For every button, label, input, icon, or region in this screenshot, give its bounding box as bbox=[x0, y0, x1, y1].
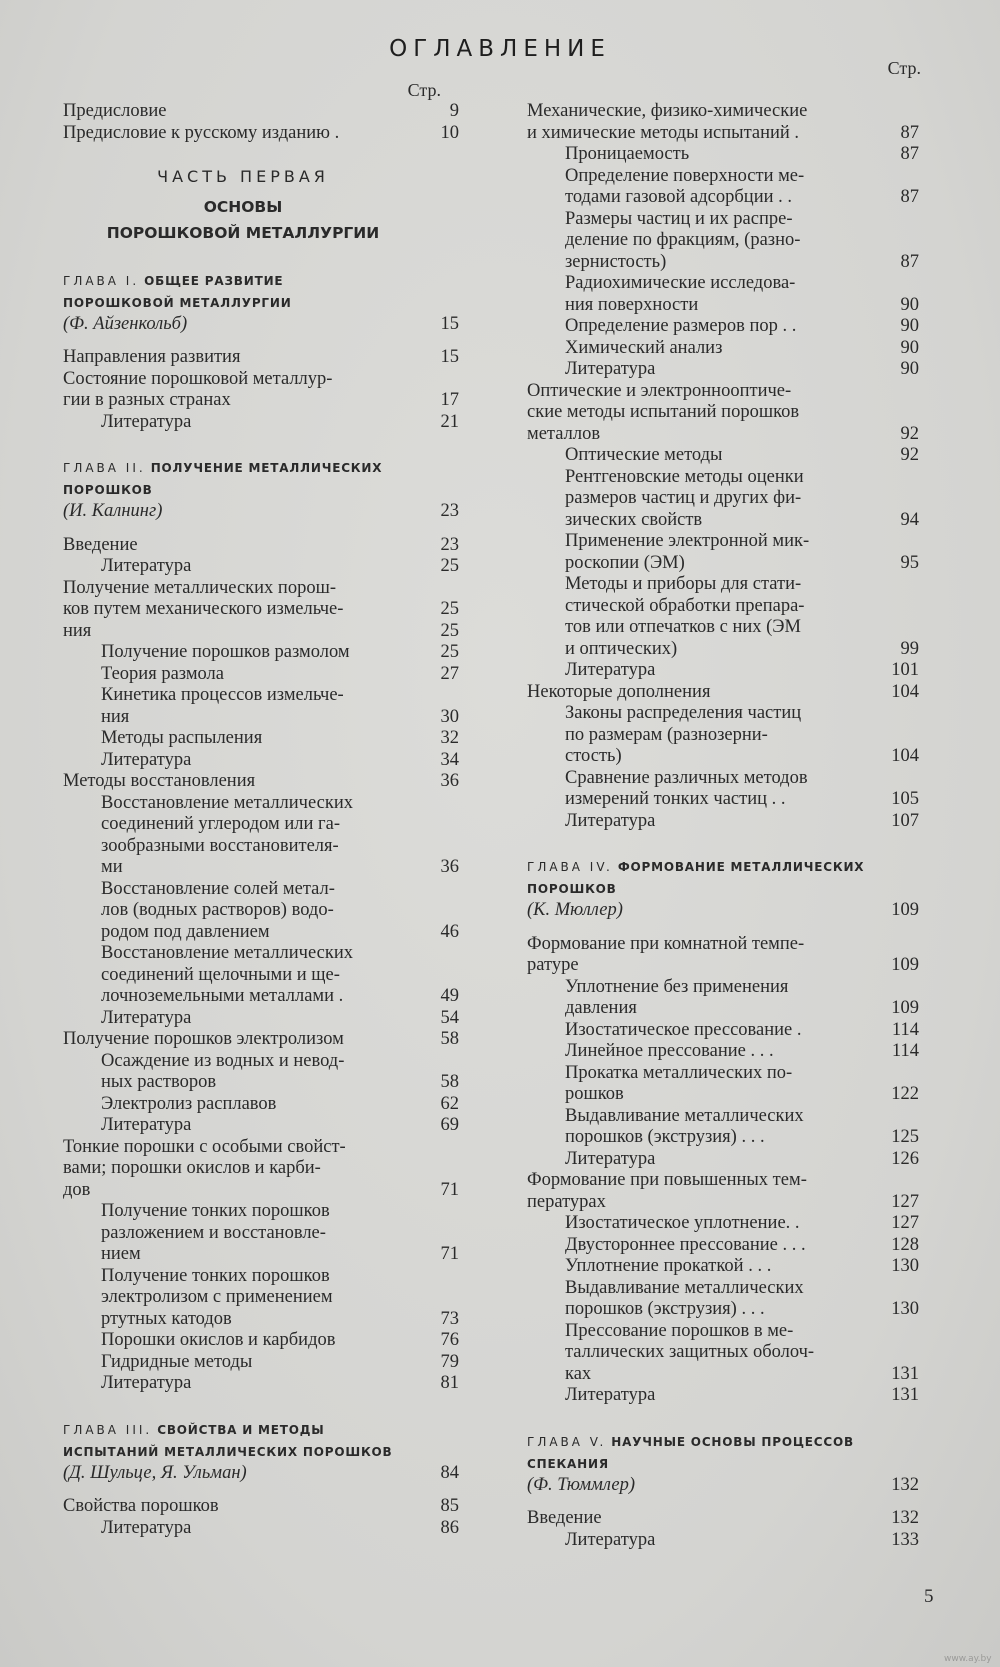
front-matter-list bbox=[63, 101, 463, 144]
toc-entry bbox=[63, 535, 463, 557]
chapter-heading bbox=[63, 1419, 463, 1463]
toc-entry bbox=[63, 101, 463, 123]
toc-entry bbox=[527, 467, 927, 532]
toc-entry bbox=[527, 660, 927, 682]
toc-entry-title: Литература bbox=[101, 1517, 192, 1538]
toc-entry-page: 92 bbox=[900, 445, 919, 465]
toc-entry bbox=[527, 1278, 927, 1321]
page-title: ОГЛАВЛЕНИЕ bbox=[389, 36, 611, 62]
toc-entry-title: Выдавливание металлических порошков (экструзия) . . . bbox=[565, 1105, 804, 1147]
toc-entry bbox=[63, 1029, 463, 1051]
page-column-header: Стр. bbox=[407, 80, 441, 100]
toc-entry bbox=[63, 1094, 463, 1116]
toc-entry-title: Методы и приборы для стати- стической обработки препара- тов или отпечатков с них (ЭМ и оптических) bbox=[565, 574, 805, 659]
toc-entry bbox=[527, 1508, 927, 1530]
toc-entry-title: Литература bbox=[101, 1007, 192, 1028]
toc-entry-title: Осаждение из водных и невод- ных растворов bbox=[101, 1050, 345, 1092]
toc-entry-title: Введение bbox=[63, 534, 138, 555]
toc-entry-page: 79 bbox=[440, 1351, 459, 1372]
toc-entry-title: Прокатка металлических по- рошков bbox=[565, 1062, 793, 1104]
toc-entry-page: 36 bbox=[440, 771, 459, 791]
toc-entry bbox=[527, 1020, 927, 1042]
chapter-label: ГЛАВА III. bbox=[63, 1422, 153, 1437]
toc-entry-page: 114 bbox=[891, 1041, 919, 1061]
toc-entry bbox=[63, 1051, 463, 1094]
toc-entry-page: 105 bbox=[891, 789, 919, 809]
toc-entry-page: 25 bbox=[440, 642, 459, 662]
toc-entry-page: 128 bbox=[891, 1234, 919, 1255]
toc-entry bbox=[527, 1213, 927, 1235]
toc-entry bbox=[63, 1496, 463, 1518]
chapter-author: (Ф. Айзенкольб) bbox=[63, 313, 188, 334]
toc-entry bbox=[527, 273, 927, 316]
chapter-page: 84 bbox=[440, 1462, 459, 1483]
chapter-author-row bbox=[63, 1463, 463, 1485]
toc-entry-title: Литература bbox=[101, 556, 192, 576]
toc-entry-page: 125 bbox=[891, 1127, 919, 1147]
toc-entry bbox=[527, 1235, 927, 1257]
toc-entry bbox=[63, 728, 463, 750]
toc-entry bbox=[527, 1063, 927, 1106]
toc-entry bbox=[63, 750, 463, 772]
toc-entry-page: 101 bbox=[891, 660, 919, 680]
toc-entry-title: Литература bbox=[565, 1385, 656, 1405]
toc-entry-page: 87 bbox=[900, 187, 919, 207]
toc-entry-title: Двустороннее прессование . . . bbox=[565, 1234, 806, 1255]
toc-entry bbox=[63, 123, 463, 145]
toc-entry-title: Проницаемость bbox=[565, 144, 690, 164]
chapter-page: 109 bbox=[891, 900, 919, 920]
toc-entry-title: Уплотнение без применения давления bbox=[565, 976, 789, 1018]
toc-entry-page: 36 bbox=[440, 857, 459, 877]
toc-entry-title: Литература bbox=[565, 1148, 656, 1169]
chapter-5 bbox=[527, 1431, 927, 1552]
toc-entry-title: Выдавливание металлических порошков (экструзия) . . . bbox=[565, 1277, 804, 1319]
toc-entry-page: 9 bbox=[449, 101, 459, 121]
toc-entry-page: 71 bbox=[440, 1179, 459, 1200]
toc-entry-page: 86 bbox=[440, 1517, 459, 1538]
toc-entry-page: 87 bbox=[900, 251, 919, 272]
toc-entry bbox=[63, 771, 463, 793]
toc-entry bbox=[527, 166, 927, 209]
chapter-author-row bbox=[527, 1475, 927, 1497]
toc-entry-page: 73 bbox=[440, 1308, 459, 1329]
toc-entry-page: 114 bbox=[891, 1019, 919, 1040]
chapter-page: 15 bbox=[440, 313, 459, 334]
toc-left-column bbox=[63, 80, 463, 1539]
part-title: ОСНОВЫ ПОРОШКОВОЙ МЕТАЛЛУРГИИ bbox=[106, 197, 380, 242]
chapter-title: ПОЛУЧЕНИЕ МЕТАЛЛИЧЕСКИХ ПОРОШКОВ bbox=[63, 461, 383, 497]
toc-entry-title: Литература bbox=[101, 411, 192, 432]
toc-entry bbox=[527, 768, 927, 811]
toc-entry bbox=[527, 359, 927, 381]
toc-entry-page: 131 bbox=[891, 1385, 919, 1405]
chapter-2 bbox=[63, 457, 463, 1395]
toc-entry-page: 92 bbox=[900, 423, 919, 444]
toc-entry-page: 58 bbox=[440, 1029, 459, 1049]
toc-entry-page: 23 bbox=[440, 534, 459, 555]
toc-entry-title: Предисловие bbox=[63, 101, 167, 121]
toc-entry bbox=[527, 101, 927, 144]
chapter-label: ГЛАВА IV. bbox=[527, 860, 613, 874]
chapter-title: ФОРМОВАНИЕ МЕТАЛЛИЧЕСКИХ ПОРОШКОВ bbox=[527, 860, 865, 896]
toc-entry-page: 132 bbox=[891, 1508, 919, 1528]
toc-entry bbox=[63, 1373, 463, 1395]
toc-entry-title: Восстановление металлических соединений углеродом или га- зообразными восстановителя- ми bbox=[101, 792, 354, 877]
toc-entry-page: 127 bbox=[891, 1213, 919, 1233]
toc-entry-page: 54 bbox=[440, 1007, 459, 1028]
toc-entry-title: Размеры частиц и их распре- деление по фракциям, (разно- зернистость) bbox=[565, 208, 801, 272]
toc-entry-page: 32 bbox=[440, 728, 459, 748]
chapter-heading bbox=[63, 270, 463, 314]
chapter-page: 132 bbox=[891, 1474, 919, 1495]
toc-entry-page: 90 bbox=[900, 359, 919, 379]
toc-entry-title: Уплотнение прокаткой . . . bbox=[565, 1256, 772, 1276]
toc-entry-title: Некоторые дополнения bbox=[527, 681, 711, 702]
toc-entry-page: 94 bbox=[900, 509, 919, 530]
toc-entry-title: Литература bbox=[101, 1115, 192, 1135]
toc-entry bbox=[527, 445, 927, 467]
toc-entry bbox=[63, 1330, 463, 1352]
toc-entry bbox=[63, 556, 463, 578]
chapter-heading bbox=[63, 457, 463, 501]
toc-entry-page: 58 bbox=[440, 1072, 459, 1092]
chapter-4 bbox=[527, 856, 927, 1407]
toc-entry bbox=[527, 316, 927, 338]
toc-entry bbox=[527, 1321, 927, 1386]
toc-entry-page: 85 bbox=[440, 1496, 459, 1516]
chapter-page: 23 bbox=[440, 501, 459, 521]
toc-entry bbox=[527, 574, 927, 660]
toc-entry-page: 30 bbox=[440, 706, 459, 727]
toc-entry-title: Литература bbox=[565, 660, 656, 680]
toc-entry bbox=[527, 1530, 927, 1552]
toc-entry-title: Получение тонких порошков электролизом с применением ртутных катодов bbox=[101, 1265, 333, 1329]
toc-entry bbox=[527, 1170, 927, 1213]
chapter-title: СВОЙСТВА И МЕТОДЫ ИСПЫТАНИЙ МЕТАЛЛИЧЕСКИХ ПОРОШКОВ bbox=[63, 1422, 393, 1459]
toc-entry bbox=[63, 412, 463, 434]
toc-entry-title: Химический анализ bbox=[565, 337, 723, 358]
toc-entry-page: 81 bbox=[440, 1373, 459, 1393]
toc-entry-title: Теория размола bbox=[101, 663, 225, 684]
toc-entry bbox=[63, 1266, 463, 1331]
toc-entry-page: 10 bbox=[440, 122, 459, 143]
toc-entry-title: Методы распыления bbox=[101, 728, 263, 748]
chapter-3-continued-list bbox=[527, 101, 927, 832]
toc-entry-page: 71 bbox=[440, 1244, 459, 1264]
toc-entry-title: Кинетика процессов измельче- ния bbox=[101, 685, 344, 727]
toc-entry-title: Литература bbox=[101, 749, 192, 770]
toc-entry-title: Определение размеров пор . . bbox=[565, 316, 797, 336]
toc-entry-title: Электролиз расплавов bbox=[101, 1093, 277, 1114]
toc-entry-title: Гидридные методы bbox=[101, 1351, 253, 1372]
toc-entry-page: 90 bbox=[900, 316, 919, 336]
toc-entry bbox=[527, 1041, 927, 1063]
toc-entry-page: 122 bbox=[891, 1084, 919, 1104]
toc-entry-title: Изостатическое уплотнение. . bbox=[565, 1213, 800, 1233]
chapter-3 bbox=[63, 1419, 463, 1540]
toc-entry bbox=[63, 793, 463, 879]
chapter-label: ГЛАВА II. bbox=[63, 461, 146, 475]
chapter-1 bbox=[63, 270, 463, 434]
toc-entry bbox=[527, 682, 927, 704]
toc-entry-title: Применение электронной мик- роскопии (ЭМ) bbox=[565, 531, 810, 573]
toc-entry-title: Определение поверхности ме- тодами газовой адсорбции . . bbox=[565, 165, 805, 207]
chapter-author-row bbox=[63, 314, 463, 336]
toc-entry-page: 130 bbox=[891, 1256, 919, 1276]
toc-entry-title: Литература bbox=[565, 359, 656, 379]
toc-entry-page: 46 bbox=[440, 921, 459, 942]
toc-entry-title: Формование при повышенных тем- пературах bbox=[527, 1170, 807, 1212]
toc-entry-title: Получение тонких порошков разложением и восстановле- нием bbox=[101, 1201, 330, 1264]
toc-entry-page: 127 bbox=[891, 1191, 919, 1212]
toc-entry-title: Формование при комнатной темпе- ратуре bbox=[527, 933, 805, 975]
toc-entry-page: 90 bbox=[900, 337, 919, 358]
toc-entry bbox=[527, 1385, 927, 1407]
toc-entry bbox=[63, 943, 463, 1008]
toc-entry bbox=[63, 1137, 463, 1202]
toc-entry-title: Получение порошков размолом bbox=[101, 642, 350, 662]
toc-entry-page: 99 bbox=[900, 638, 919, 659]
chapter-heading bbox=[527, 1431, 927, 1475]
toc-entry-title: Линейное прессование . . . bbox=[565, 1041, 774, 1061]
toc-entry-page: 130 bbox=[891, 1299, 919, 1319]
toc-entry-page: 104 bbox=[891, 681, 919, 702]
toc-entry-page: 15 bbox=[440, 347, 459, 367]
toc-entry-page: 95 bbox=[900, 552, 919, 573]
chapter-author: (Д. Шульце, Я. Ульман) bbox=[63, 1462, 247, 1483]
toc-entry-title: Порошки окислов и карбидов bbox=[101, 1330, 336, 1350]
toc-entry bbox=[63, 642, 463, 664]
toc-entry-page: 104 bbox=[891, 746, 919, 766]
toc-entry bbox=[527, 977, 927, 1020]
toc-entry bbox=[527, 338, 927, 360]
toc-entry-title: Изостатическое прессование . bbox=[565, 1019, 802, 1040]
toc-entry-title: Свойства порошков bbox=[63, 1496, 219, 1516]
toc-entry-title: Методы восстановления bbox=[63, 771, 256, 791]
toc-entry bbox=[63, 1008, 463, 1030]
toc-entry-title: Механические, физико-химические и химические методы испытаний . bbox=[527, 101, 808, 143]
toc-entry-title: Восстановление солей метал- лов (водных растворов) водо- родом под давлением bbox=[101, 878, 335, 942]
toc-entry-title: Предисловие к русскому изданию . bbox=[63, 122, 340, 143]
toc-entry-page: 87 bbox=[900, 144, 919, 164]
toc-entry bbox=[527, 144, 927, 166]
toc-entry-title: Тонкие порошки с особыми свойст- вами; порошки окислов и карби- дов bbox=[63, 1136, 346, 1200]
toc-entry-page: 133 bbox=[891, 1529, 919, 1550]
toc-entry bbox=[63, 879, 463, 944]
toc-entry-title: Состояние порошковой металлур- гии в разных странах bbox=[63, 368, 333, 410]
toc-entry bbox=[63, 1352, 463, 1374]
page-column-header: Стр. bbox=[887, 58, 921, 78]
toc-entry bbox=[527, 811, 927, 833]
toc-entry-page: 25 bbox=[440, 556, 459, 576]
toc-entry-title: Оптические методы bbox=[565, 445, 723, 465]
toc-entry-page: 27 bbox=[440, 663, 459, 684]
toc-entry-title: Рентгеновские методы оценки размеров частиц и других фи- зических свойств bbox=[565, 466, 804, 530]
toc-entry-page: 131 bbox=[891, 1363, 919, 1384]
toc-entry-title: Литература bbox=[565, 810, 656, 831]
toc-entry bbox=[527, 1256, 927, 1278]
toc-entry-title: Прессование порошков в ме- таллических защитных оболоч- ках bbox=[565, 1320, 815, 1384]
toc-entry-title: Введение bbox=[527, 1508, 602, 1528]
toc-right-column bbox=[527, 58, 927, 1551]
toc-entry-title: Направления развития bbox=[63, 347, 241, 367]
toc-entry-page: 25 25 bbox=[440, 599, 459, 641]
toc-entry-title: Оптические и электроннооптиче- ские методы испытаний порошков металлов bbox=[527, 380, 800, 444]
toc-entry-page: 21 bbox=[440, 411, 459, 432]
toc-entry bbox=[527, 1106, 927, 1149]
toc-entry bbox=[527, 1149, 927, 1171]
toc-entry bbox=[63, 664, 463, 686]
toc-entry-page: 17 bbox=[440, 390, 459, 410]
toc-entry-title: Сравнение различных методов измерений тонких частиц . . bbox=[565, 767, 808, 809]
toc-entry-page: 62 bbox=[440, 1093, 459, 1114]
chapter-author-row bbox=[527, 900, 927, 922]
toc-entry-title: Получение металлических порош- ков путем механического измельче- ния bbox=[63, 577, 344, 641]
toc-entry-page: 109 bbox=[891, 998, 919, 1018]
toc-entry bbox=[63, 1201, 463, 1266]
toc-entry-title: Законы распределения частиц по размерам (разнозерни- стость) bbox=[565, 703, 802, 766]
toc-entry-title: Получение порошков электролизом bbox=[63, 1029, 344, 1049]
toc-entry-page: 90 bbox=[900, 294, 919, 315]
toc-entry-page: 76 bbox=[440, 1330, 459, 1350]
chapter-label: ГЛАВА I. bbox=[63, 273, 140, 288]
toc-entry bbox=[527, 209, 927, 274]
chapter-author: (И. Калнинг) bbox=[63, 501, 163, 521]
watermark: www.ay.by bbox=[944, 1654, 992, 1664]
toc-entry bbox=[63, 369, 463, 412]
chapter-heading bbox=[527, 856, 927, 900]
toc-entry bbox=[527, 381, 927, 446]
toc-entry bbox=[63, 347, 463, 369]
toc-entry bbox=[63, 685, 463, 728]
chapter-title: ОБЩЕЕ РАЗВИТИЕ ПОРОШКОВОЙ МЕТАЛЛУРГИИ bbox=[63, 273, 292, 310]
chapter-author-row bbox=[63, 501, 463, 523]
toc-entry-title: Литература bbox=[101, 1373, 192, 1393]
toc-entry bbox=[63, 1518, 463, 1540]
toc-entry-page: 126 bbox=[891, 1148, 919, 1169]
chapter-label: ГЛАВА V. bbox=[527, 1434, 607, 1449]
toc-entry-title: Радиохимические исследова- ния поверхности bbox=[565, 273, 796, 315]
page-number: 5 bbox=[924, 1586, 934, 1607]
toc-entry bbox=[63, 578, 463, 643]
toc-entry-page: 34 bbox=[440, 749, 459, 770]
toc-entry-page: 107 bbox=[891, 810, 919, 831]
toc-entry bbox=[63, 1115, 463, 1137]
chapter-title: НАУЧНЫЕ ОСНОВЫ ПРОЦЕССОВ СПЕКАНИЯ bbox=[527, 1434, 854, 1471]
toc-entry-page: 109 bbox=[891, 955, 919, 975]
toc-entry-title: Литература bbox=[565, 1529, 656, 1550]
toc-entry-page: 49 bbox=[440, 986, 459, 1006]
toc-entry bbox=[527, 703, 927, 768]
toc-entry-title: Восстановление металлических соединений щелочными и ще- лочноземельными металлами . bbox=[101, 943, 354, 1006]
toc-entry-page: 69 bbox=[440, 1115, 459, 1135]
part-label: ЧАСТЬ ПЕРВАЯ bbox=[157, 167, 329, 186]
toc-entry bbox=[527, 531, 927, 574]
toc-entry-page: 87 bbox=[900, 122, 919, 143]
toc-entry bbox=[527, 934, 927, 977]
chapter-author: (Ф. Тюммлер) bbox=[527, 1474, 636, 1495]
chapter-author: (К. Мюллер) bbox=[527, 900, 623, 920]
